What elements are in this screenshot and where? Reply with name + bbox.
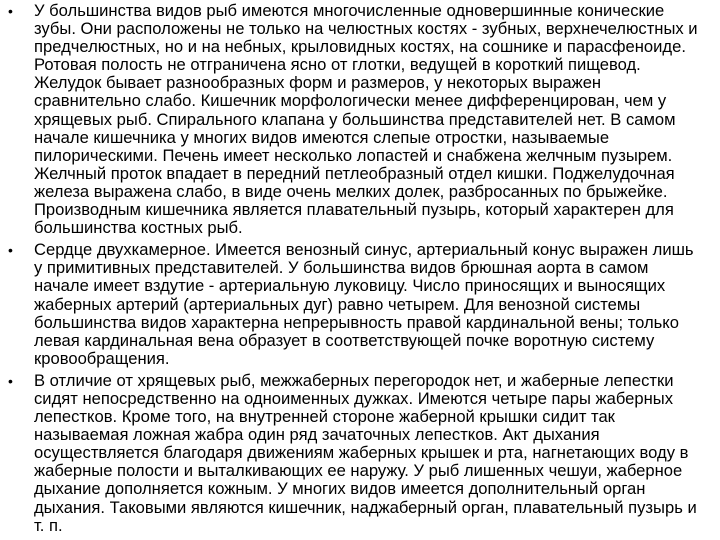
bullet-list <box>8 2 706 535</box>
paragraph-text: Сердце двухкамерное. Имеется венозный синус, артериальный конус выражен лишь у примитивных представителей. У большинства видов брюшная аорта в самом начале имеет вздутие - артериальную луковицу. Число приносящих и выносящих жаберных артерий (артериальных дуг) равно четырем. Для венозной системы большинства видов характерна непрерывность правой кардинальной вены; только левая кардинальная вена образует в соответствующей почке воротную систему кровообращения. <box>34 240 694 368</box>
list-item <box>8 372 706 535</box>
paragraph-text: У большинства видов рыб имеются многочисленные одновершинные конические зубы. Они расположены не только на челюстных костях - зубных, верхнечелюстных и предчелюстных, но и на небных, крыловидных костях, на сошнике и парасфеноиде. Ротовая полость не отграничена ясно от глотки, ведущей в короткий пищевод. Желудок бывает разнообразных форм и размеров, у некоторых выражен сравнительно слабо. Кишечник морфологически менее дифференцирован, чем у хрящевых рыб. Спирального клапана у большинства представителей нет. В самом начале кишечника у многих видов имеются слепые отростки, называемые пилорическими. Печень имеет несколько лопастей и снабжена желчным пузырем. Желчный проток впадает в передний петлеобразный отдел кишки. Поджелудочная железа выражена слабо, в виде очень мелких долек, разбросанных по брыжейке. Производным кишечника является плавательный пузырь, который характерен для большинства костных рыб. <box>34 1 698 238</box>
list-item <box>8 241 706 368</box>
list-item <box>8 2 706 237</box>
bullet-icon: • <box>8 3 13 19</box>
bullet-icon: • <box>8 242 13 259</box>
paragraph-text: В отличие от хрящевых рыб, межжаберных перегородок нет, и жаберные лепестки сидят непосредственно на одноименных дужках. Имеются четыре пары жаберных лепестков. Кроме того, на внутренней стороне жаберной крышки сидит так называемая ложная жабра один ряд зачаточных лепестков. Акт дыхания осуществляется благодаря движениям жаберных крышек и рта, нагнетающих воду в жаберные полости и выталкивающих ее наружу. У рыб лишенных чешуи, жаберное дыхание дополняется кожным. У многих видов имеется дополнительный орган дыхания. Таковыми являются кишечник, наджаберный орган, плавательный пузырь и т. п. <box>34 370 697 535</box>
bullet-icon: • <box>8 372 13 389</box>
